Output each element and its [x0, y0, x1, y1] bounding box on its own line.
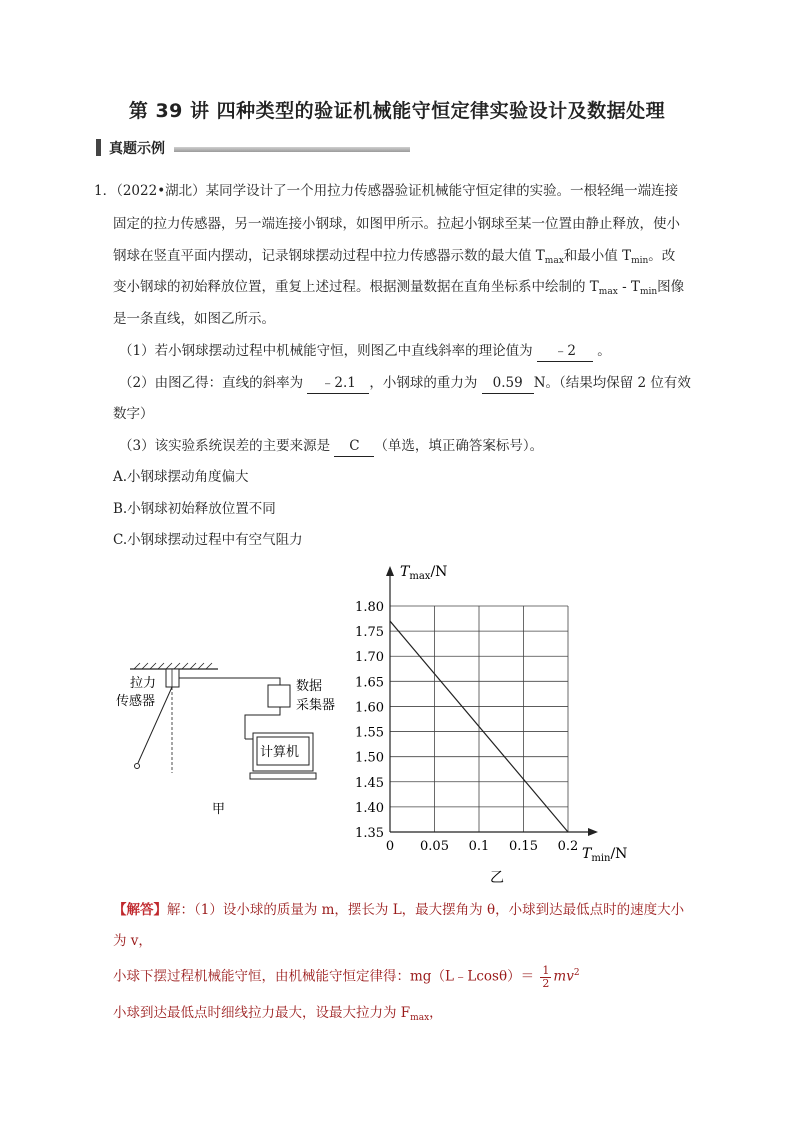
- sensor-label-2: 传感器: [116, 694, 156, 709]
- answer-blank-4: C: [334, 436, 374, 457]
- option-c: C.小钢球摆动过程中有空气阻力: [113, 532, 303, 548]
- y-tick-label: 1.75: [355, 625, 384, 641]
- answer-line-4: 小球到达最低点时细线拉力最大，设最大拉力为 $F_{max}$，: [113, 1005, 443, 1023]
- x-tick-label: 0.15: [509, 839, 538, 854]
- question-line-1: 1．（2022•湖北）某同学设计了一个用拉力传感器验证机械能守恒定律的实验。一根轻绳一端连接: [94, 183, 679, 199]
- page-title: 第 39 讲 四种类型的验证机械能守恒定律实验设计及数据处理: [128, 100, 666, 122]
- x-axis-arrow: [588, 828, 598, 836]
- section-marker: [96, 139, 101, 156]
- tmax-sub: max: [598, 287, 618, 297]
- y-tick-label: 1.45: [355, 775, 384, 791]
- question-line-4: 变小钢球的初始释放位置，重复上述过程。根据测量数据在直角坐标系中绘制的 $T_{max} - T_{min}$图像: [113, 279, 685, 297]
- steel-ball: [135, 764, 140, 769]
- y-tick-label: 1.80: [355, 600, 384, 615]
- part-3: （3）该实验系统误差的主要来源是 C （单选，填正确答案标号）。: [119, 436, 543, 457]
- answer-tag: 【解答】: [113, 902, 167, 918]
- y-tick-label: 1.70: [355, 650, 384, 666]
- y-tick-label: 1.50: [355, 750, 384, 766]
- x-tick-label: 0.1: [468, 839, 490, 854]
- x-tick-label: 0.2: [557, 839, 579, 854]
- y-tick-label: 1.55: [355, 725, 384, 741]
- collector-label-2: 采集器: [296, 698, 336, 713]
- question-line-2: 固定的拉力传感器，另一端连接小钢球，如图甲所示。拉起小钢球至某一位置由静止释放，使小: [113, 216, 680, 232]
- part-2: （2）由图乙得：直线的斜率为 ﹣2.1 ，小钢球的重力为 0.59 N。（结果均保留 2 位有效: [119, 373, 691, 394]
- fraction-half: $\frac{1}{2}$: [542, 963, 550, 990]
- option-a: A.小钢球摆动角度偏大: [113, 469, 249, 485]
- section-label: 真题示例: [109, 141, 165, 157]
- y-tick-label: 1.65: [355, 675, 384, 691]
- figure-caption-a: 甲: [212, 802, 226, 817]
- answer-line-2: 为 v，: [113, 933, 152, 949]
- option-b: B.小钢球初始释放位置不同: [113, 501, 276, 517]
- answer-blank-1: ﹣2: [537, 341, 593, 362]
- tmin-sub: min: [639, 287, 658, 297]
- wire-1: [179, 678, 280, 685]
- tmax-tmin-chart: [340, 560, 670, 890]
- figure-caption-b: 乙: [490, 870, 504, 886]
- y-axis-label: $T_{max}/N$: [400, 564, 448, 582]
- y-tick-label: 1.40: [355, 800, 384, 816]
- part-1: （1）若小钢球摆动过程中机械能守恒，则图乙中直线斜率的理论值为 ﹣2 。: [119, 341, 611, 362]
- question-line-5: 是一条直线，如图乙所示。: [113, 311, 275, 327]
- sensor-label-1: 拉力: [130, 676, 157, 691]
- computer-base: [250, 773, 316, 779]
- apparatus-diagram: [100, 655, 360, 825]
- y-tick-label: 1.60: [355, 700, 384, 716]
- section-rule: [174, 147, 410, 152]
- collector-label-1: 数据: [296, 679, 323, 694]
- answer-line-1: 【解答】解：（1）设小球的质量为 m，摆长为 L，最大摆角为 θ，小球到达最低点时的速度大小: [113, 902, 685, 918]
- x-axis-label: $T_{min}/N$: [582, 846, 628, 864]
- answer-line-3: 小球下摆过程机械能守恒，由机械能守恒定律得：mg（L﹣Lcosθ）＝ $\frac{1}{2}$ $mv^2$: [113, 963, 580, 990]
- section-header: [96, 138, 416, 158]
- y-tick-label: 1.35: [355, 826, 384, 841]
- ceiling-hatch: [134, 663, 212, 669]
- answer-blank-3: 0.59: [482, 373, 534, 394]
- computer-label: 计算机: [260, 745, 300, 760]
- x-tick-label: 0: [385, 839, 395, 854]
- question-line-3: 钢球在竖直平面内摆动，记录钢球摆动过程中拉力传感器示数的最大值 $T_{max}$和最小值 $T_{min}$。改: [113, 248, 676, 266]
- part-2-line-2: 数字）: [113, 406, 154, 422]
- x-tick-label: 0.05: [420, 839, 449, 854]
- force-sensor: [166, 669, 179, 687]
- y-axis-arrow: [386, 566, 394, 576]
- answer-blank-2: ﹣2.1: [307, 373, 369, 394]
- data-collector: [268, 685, 290, 707]
